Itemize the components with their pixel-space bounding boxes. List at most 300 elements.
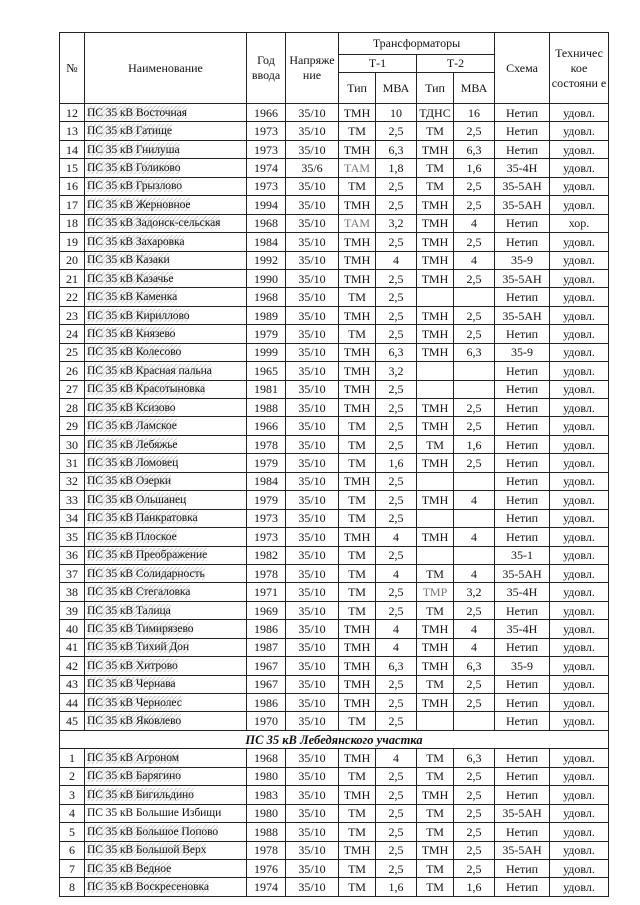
cell-voltage: 35/10 — [286, 841, 339, 859]
cell-num: 24 — [60, 325, 85, 343]
cell-t1-mva: 2,5 — [376, 841, 417, 859]
cell-t1-type: ТМН — [339, 638, 376, 656]
cell-scheme: Нетип — [495, 859, 550, 877]
cell-t2-mva: 2,5 — [454, 233, 495, 251]
cell-scheme: 35-5АН — [495, 196, 550, 214]
cell-t2-mva: 2,5 — [454, 859, 495, 877]
table-row — [60, 454, 609, 472]
table-row — [60, 638, 609, 656]
substation-name: ПС 35 кВ Панкратовка — [87, 511, 198, 525]
cell-scheme: 35-5АН — [495, 177, 550, 195]
cell-condition: удовл. — [550, 472, 609, 490]
cell-t1-type: ТМН — [339, 528, 376, 546]
cell-num: 17 — [60, 196, 85, 214]
cell-t2-mva: 2,5 — [454, 269, 495, 287]
cell-scheme: 35-5АН — [495, 564, 550, 582]
cell-t2-type: ТМ — [417, 601, 454, 619]
table-row — [60, 104, 609, 122]
cell-num: 32 — [60, 472, 85, 490]
cell-voltage: 35/10 — [286, 767, 339, 785]
substation-name: ПС 35 кВ Жерновное — [87, 197, 191, 211]
cell-t2-mva: 1,6 — [454, 159, 495, 177]
cell-t1-type: ТМН — [339, 694, 376, 712]
cell-year: 1967 — [247, 675, 286, 693]
cell-t2-type: ТМ — [417, 804, 454, 822]
cell-t2-mva: 6,3 — [454, 749, 495, 767]
header-scheme: Схема — [495, 33, 550, 104]
cell-t1-mva: 10 — [376, 104, 417, 122]
cell-t1-mva: 3,2 — [376, 362, 417, 380]
cell-t1-type: ТМН — [339, 399, 376, 417]
cell-year: 1969 — [247, 601, 286, 619]
header-voltage: Напряже ние — [286, 33, 339, 104]
substation-name: ПС 35 кВ Хитрово — [87, 658, 178, 672]
cell-t2-mva: 2,5 — [454, 177, 495, 195]
table-row — [60, 380, 609, 398]
substation-name: ПС 35 кВ Задонск-сельская — [87, 216, 221, 230]
cell-t2-type: ТМ — [417, 767, 454, 785]
cell-name — [85, 288, 247, 306]
substation-name: ПС 35 кВ Чернава — [87, 677, 176, 691]
cell-t1-mva: 1,6 — [376, 878, 417, 896]
cell-name — [85, 196, 247, 214]
cell-scheme: Нетип — [495, 712, 550, 730]
substation-name: ПС 35 кВ Казачье — [87, 271, 174, 285]
cell-t1-type: ТМН — [339, 380, 376, 398]
cell-num: 37 — [60, 564, 85, 582]
cell-t1-type: ТМН — [339, 675, 376, 693]
cell-scheme: Нетип — [495, 140, 550, 158]
cell-t2-mva: 16 — [454, 104, 495, 122]
cell-t1-mva: 2,5 — [376, 804, 417, 822]
cell-name — [85, 583, 247, 601]
cell-year: 1979 — [247, 491, 286, 509]
cell-t2-type: ТМ — [417, 564, 454, 582]
cell-year: 1968 — [247, 749, 286, 767]
cell-t1-type: ТМН — [339, 269, 376, 287]
table-row — [60, 306, 609, 324]
section-title: ПС 35 кВ Лебедянского участка — [60, 730, 609, 748]
table-row — [60, 823, 609, 841]
table-row — [60, 196, 609, 214]
cell-num: 16 — [60, 177, 85, 195]
substation-name: ПС 35 кВ Большие Избищи — [87, 806, 222, 820]
cell-t2-type: ТМН — [417, 454, 454, 472]
cell-condition: удовл. — [550, 251, 609, 269]
cell-t1-mva: 2,5 — [376, 233, 417, 251]
cell-num: 38 — [60, 583, 85, 601]
cell-t2-type: ТМН — [417, 491, 454, 509]
cell-t2-mva: 6,3 — [454, 657, 495, 675]
cell-scheme: Нетип — [495, 380, 550, 398]
substation-name: ПС 35 кВ Красотыновка — [87, 382, 206, 396]
substation-name: ПС 35 кВ Захаровка — [87, 234, 185, 248]
substation-name: ПС 35 кВ Тимирязево — [87, 621, 194, 635]
cell-condition: удовл. — [550, 417, 609, 435]
cell-year: 1987 — [247, 638, 286, 656]
substation-name: ПС 35 кВ Ведное — [87, 861, 172, 875]
cell-condition: удовл. — [550, 841, 609, 859]
header-condition: Техничес кое состояни е — [550, 33, 609, 104]
cell-num: 44 — [60, 694, 85, 712]
cell-t1-type: ТМН — [339, 233, 376, 251]
cell-voltage: 35/10 — [286, 712, 339, 730]
cell-t1-mva: 4 — [376, 749, 417, 767]
cell-t2-mva: 6,3 — [454, 140, 495, 158]
cell-voltage: 35/10 — [286, 122, 339, 140]
cell-voltage: 35/10 — [286, 306, 339, 324]
cell-t1-type: ТМ — [339, 583, 376, 601]
cell-num: 19 — [60, 233, 85, 251]
cell-t1-type: ТМ — [339, 325, 376, 343]
cell-num: 5 — [60, 823, 85, 841]
cell-t1-mva: 2,5 — [376, 399, 417, 417]
table-row — [60, 657, 609, 675]
cell-t1-mva: 2,5 — [376, 288, 417, 306]
cell-condition: удовл. — [550, 583, 609, 601]
substation-name: ПС 35 кВ Воскресеновка — [87, 880, 209, 894]
cell-num: 45 — [60, 712, 85, 730]
cell-scheme: 35-4Н — [495, 159, 550, 177]
cell-condition: удовл. — [550, 454, 609, 472]
cell-t1-mva: 3,2 — [376, 214, 417, 232]
substation-name: ПС 35 кВ Каменка — [87, 290, 178, 304]
cell-num: 3 — [60, 786, 85, 804]
cell-year: 1978 — [247, 564, 286, 582]
cell-t1-type: ТМ — [339, 859, 376, 877]
cell-condition: удовл. — [550, 638, 609, 656]
cell-year: 1973 — [247, 509, 286, 527]
cell-scheme: Нетип — [495, 454, 550, 472]
cell-condition: удовл. — [550, 140, 609, 158]
cell-t2-mva: 2,5 — [454, 694, 495, 712]
cell-scheme: Нетип — [495, 362, 550, 380]
cell-condition: удовл. — [550, 675, 609, 693]
cell-year: 1980 — [247, 767, 286, 785]
substation-name: ПС 35 кВ Тихий Дон — [87, 640, 189, 654]
cell-t2-type: ТМН — [417, 657, 454, 675]
cell-name — [85, 749, 247, 767]
cell-t1-type: ТМН — [339, 786, 376, 804]
cell-year: 1979 — [247, 325, 286, 343]
cell-num: 1 — [60, 749, 85, 767]
cell-year: 1984 — [247, 472, 286, 490]
cell-year: 1978 — [247, 435, 286, 453]
substation-name: ПС 35 кВ Красная пальна — [87, 363, 212, 377]
cell-year: 1988 — [247, 823, 286, 841]
cell-year: 1986 — [247, 620, 286, 638]
cell-name — [85, 675, 247, 693]
cell-condition: удовл. — [550, 620, 609, 638]
cell-t1-mva: 1,6 — [376, 454, 417, 472]
cell-t2-mva: 6,3 — [454, 343, 495, 361]
cell-t1-mva: 4 — [376, 528, 417, 546]
cell-scheme: 35-1 — [495, 546, 550, 564]
cell-t1-mva: 2,5 — [376, 269, 417, 287]
cell-t1-type: ТМН — [339, 196, 376, 214]
table-row — [60, 712, 609, 730]
cell-t1-mva: 2,5 — [376, 177, 417, 195]
cell-condition: удовл. — [550, 288, 609, 306]
table-header — [60, 33, 609, 104]
cell-t1-type: ТМ — [339, 454, 376, 472]
cell-voltage: 35/10 — [286, 140, 339, 158]
cell-name — [85, 546, 247, 564]
substation-name: ПС 35 кВ Яковлево — [87, 714, 182, 728]
cell-name — [85, 380, 247, 398]
cell-voltage: 35/10 — [286, 878, 339, 896]
cell-t1-type: ТМН — [339, 104, 376, 122]
cell-voltage: 35/10 — [286, 472, 339, 490]
cell-name — [85, 122, 247, 140]
cell-name — [85, 251, 247, 269]
cell-voltage: 35/10 — [286, 399, 339, 417]
cell-name — [85, 859, 247, 877]
cell-voltage: 35/10 — [286, 214, 339, 232]
cell-num: 25 — [60, 343, 85, 361]
cell-t1-type: ТМ — [339, 878, 376, 896]
cell-t1-mva: 6,3 — [376, 657, 417, 675]
cell-t2-mva: 2,5 — [454, 601, 495, 619]
cell-name — [85, 841, 247, 859]
cell-year: 1984 — [247, 233, 286, 251]
cell-condition: удовл. — [550, 435, 609, 453]
cell-num: 4 — [60, 804, 85, 822]
cell-scheme: Нетип — [495, 104, 550, 122]
table-row — [60, 269, 609, 287]
cell-year: 1979 — [247, 454, 286, 472]
cell-voltage: 35/10 — [286, 325, 339, 343]
header-t2: Т-2 — [417, 55, 495, 73]
cell-num: 14 — [60, 140, 85, 158]
cell-num: 43 — [60, 675, 85, 693]
cell-t2-type: ТДНС — [417, 104, 454, 122]
cell-condition: удовл. — [550, 325, 609, 343]
cell-name — [85, 399, 247, 417]
cell-t1-type: ТМ — [339, 804, 376, 822]
cell-name — [85, 694, 247, 712]
cell-name — [85, 638, 247, 656]
cell-t1-mva: 2,5 — [376, 767, 417, 785]
table-row — [60, 804, 609, 822]
cell-t1-type: ТМ — [339, 122, 376, 140]
cell-t2-mva: 2,5 — [454, 675, 495, 693]
cell-t2-mva: 3,2 — [454, 583, 495, 601]
cell-t1-mva: 4 — [376, 251, 417, 269]
cell-name — [85, 177, 247, 195]
cell-scheme: 35-5АН — [495, 269, 550, 287]
cell-t1-mva: 2,5 — [376, 546, 417, 564]
cell-t2-mva: 2,5 — [454, 767, 495, 785]
cell-condition: удовл. — [550, 491, 609, 509]
cell-name — [85, 417, 247, 435]
substation-name: ПС 35 кВ Кириллово — [87, 308, 190, 322]
table-row — [60, 601, 609, 619]
cell-condition: удовл. — [550, 657, 609, 675]
cell-scheme: Нетип — [495, 878, 550, 896]
cell-t1-mva: 2,5 — [376, 435, 417, 453]
cell-t2-mva: 2,5 — [454, 823, 495, 841]
header-name: Наименование — [85, 33, 247, 104]
cell-num: 31 — [60, 454, 85, 472]
substation-name: ПС 35 кВ Гатище — [87, 124, 172, 138]
cell-condition: удовл. — [550, 823, 609, 841]
cell-voltage: 35/10 — [286, 694, 339, 712]
substation-name: ПС 35 кВ Большое Попово — [87, 824, 219, 838]
cell-t1-mva: 4 — [376, 638, 417, 656]
cell-year: 1983 — [247, 786, 286, 804]
cell-t1-type: ТМН — [339, 657, 376, 675]
cell-year: 1966 — [247, 104, 286, 122]
substation-table — [59, 32, 609, 897]
cell-t1-type: ТАМ — [339, 214, 376, 232]
cell-condition: удовл. — [550, 269, 609, 287]
cell-t2-mva: 4 — [454, 528, 495, 546]
cell-voltage: 35/10 — [286, 859, 339, 877]
cell-voltage: 35/10 — [286, 380, 339, 398]
cell-num: 7 — [60, 859, 85, 877]
cell-t2-type: ТМН — [417, 343, 454, 361]
table-row — [60, 122, 609, 140]
cell-t2-mva — [454, 546, 495, 564]
table-row — [60, 878, 609, 896]
cell-condition: удовл. — [550, 380, 609, 398]
cell-condition: удовл. — [550, 528, 609, 546]
cell-condition: удовл. — [550, 122, 609, 140]
cell-year: 1988 — [247, 399, 286, 417]
cell-voltage: 35/10 — [286, 564, 339, 582]
cell-t2-mva: 4 — [454, 214, 495, 232]
cell-num: 12 — [60, 104, 85, 122]
cell-num: 35 — [60, 528, 85, 546]
cell-name — [85, 362, 247, 380]
cell-t1-mva: 2,5 — [376, 583, 417, 601]
substation-name: ПС 35 кВ Восточная — [87, 105, 187, 119]
cell-t1-type: ТАМ — [339, 159, 376, 177]
table-row — [60, 749, 609, 767]
cell-t2-type: ТМ — [417, 859, 454, 877]
cell-t2-type: ТМН — [417, 841, 454, 859]
cell-year: 1974 — [247, 878, 286, 896]
cell-year: 1973 — [247, 177, 286, 195]
cell-t1-mva: 2,5 — [376, 325, 417, 343]
cell-year: 1966 — [247, 417, 286, 435]
header-t2-type: Тип — [417, 73, 454, 104]
header-num: № — [60, 33, 85, 104]
cell-scheme: Нетип — [495, 638, 550, 656]
cell-voltage: 35/10 — [286, 528, 339, 546]
cell-t2-type: ТМН — [417, 325, 454, 343]
cell-name — [85, 491, 247, 509]
cell-t2-type — [417, 380, 454, 398]
cell-scheme: Нетип — [495, 288, 550, 306]
cell-num: 26 — [60, 362, 85, 380]
table-row — [60, 694, 609, 712]
substation-name: ПС 35 кВ Казаки — [87, 253, 170, 267]
cell-t1-type: ТМН — [339, 472, 376, 490]
cell-year: 1990 — [247, 269, 286, 287]
cell-t1-type: ТМН — [339, 841, 376, 859]
cell-t1-type: ТМН — [339, 251, 376, 269]
cell-voltage: 35/10 — [286, 251, 339, 269]
cell-t2-type — [417, 362, 454, 380]
cell-voltage: 35/10 — [286, 417, 339, 435]
cell-t2-type: ТМН — [417, 786, 454, 804]
table-row — [60, 583, 609, 601]
cell-t2-type: ТМН — [417, 306, 454, 324]
table-row — [60, 546, 609, 564]
cell-condition: удовл. — [550, 694, 609, 712]
cell-condition: удовл. — [550, 399, 609, 417]
cell-voltage: 35/10 — [286, 509, 339, 527]
cell-scheme: Нетип — [495, 399, 550, 417]
header-t1: Т-1 — [339, 55, 417, 73]
substation-name: ПС 35 кВ Талица — [87, 603, 171, 617]
table-body — [60, 104, 609, 897]
cell-condition: удовл. — [550, 177, 609, 195]
cell-name — [85, 657, 247, 675]
cell-voltage: 35/10 — [286, 233, 339, 251]
cell-num: 21 — [60, 269, 85, 287]
cell-voltage: 35/10 — [286, 104, 339, 122]
cell-t1-type: ТМ — [339, 767, 376, 785]
cell-t1-mva: 6,3 — [376, 343, 417, 361]
substation-name: ПС 35 кВ Плоское — [87, 529, 177, 543]
cell-t1-type: ТМ — [339, 546, 376, 564]
cell-num: 34 — [60, 509, 85, 527]
cell-t2-type — [417, 472, 454, 490]
cell-num: 13 — [60, 122, 85, 140]
substation-table-page — [59, 32, 608, 897]
substation-name: ПС 35 кВ Солидарность — [87, 566, 205, 580]
cell-num: 28 — [60, 399, 85, 417]
cell-t2-type: ТМ — [417, 177, 454, 195]
cell-t1-type: ТМН — [339, 362, 376, 380]
cell-t2-type: ТМН — [417, 417, 454, 435]
cell-condition: удовл. — [550, 362, 609, 380]
cell-t2-mva: 2,5 — [454, 306, 495, 324]
cell-year: 1973 — [247, 140, 286, 158]
table-row — [60, 767, 609, 785]
cell-scheme: Нетип — [495, 528, 550, 546]
cell-condition: удовл. — [550, 767, 609, 785]
cell-name — [85, 325, 247, 343]
cell-voltage: 35/10 — [286, 435, 339, 453]
cell-year: 1999 — [247, 343, 286, 361]
cell-name — [85, 767, 247, 785]
cell-t1-type: ТМН — [339, 343, 376, 361]
cell-year: 1967 — [247, 657, 286, 675]
cell-voltage: 35/10 — [286, 749, 339, 767]
cell-t2-type — [417, 509, 454, 527]
cell-scheme: 35-9 — [495, 251, 550, 269]
cell-name — [85, 214, 247, 232]
cell-condition: удовл. — [550, 859, 609, 877]
cell-name — [85, 306, 247, 324]
cell-t2-mva: 4 — [454, 564, 495, 582]
cell-scheme: 35-5АН — [495, 306, 550, 324]
cell-t1-type: ТМ — [339, 435, 376, 453]
cell-scheme: 35-5АН — [495, 804, 550, 822]
cell-t2-mva: 2,5 — [454, 804, 495, 822]
cell-scheme: 35-9 — [495, 343, 550, 361]
cell-num: 39 — [60, 601, 85, 619]
cell-t1-mva: 2,5 — [376, 786, 417, 804]
cell-year: 1968 — [247, 288, 286, 306]
cell-t1-mva: 1,8 — [376, 159, 417, 177]
cell-t2-type: ТМ — [417, 122, 454, 140]
cell-year: 1973 — [247, 122, 286, 140]
